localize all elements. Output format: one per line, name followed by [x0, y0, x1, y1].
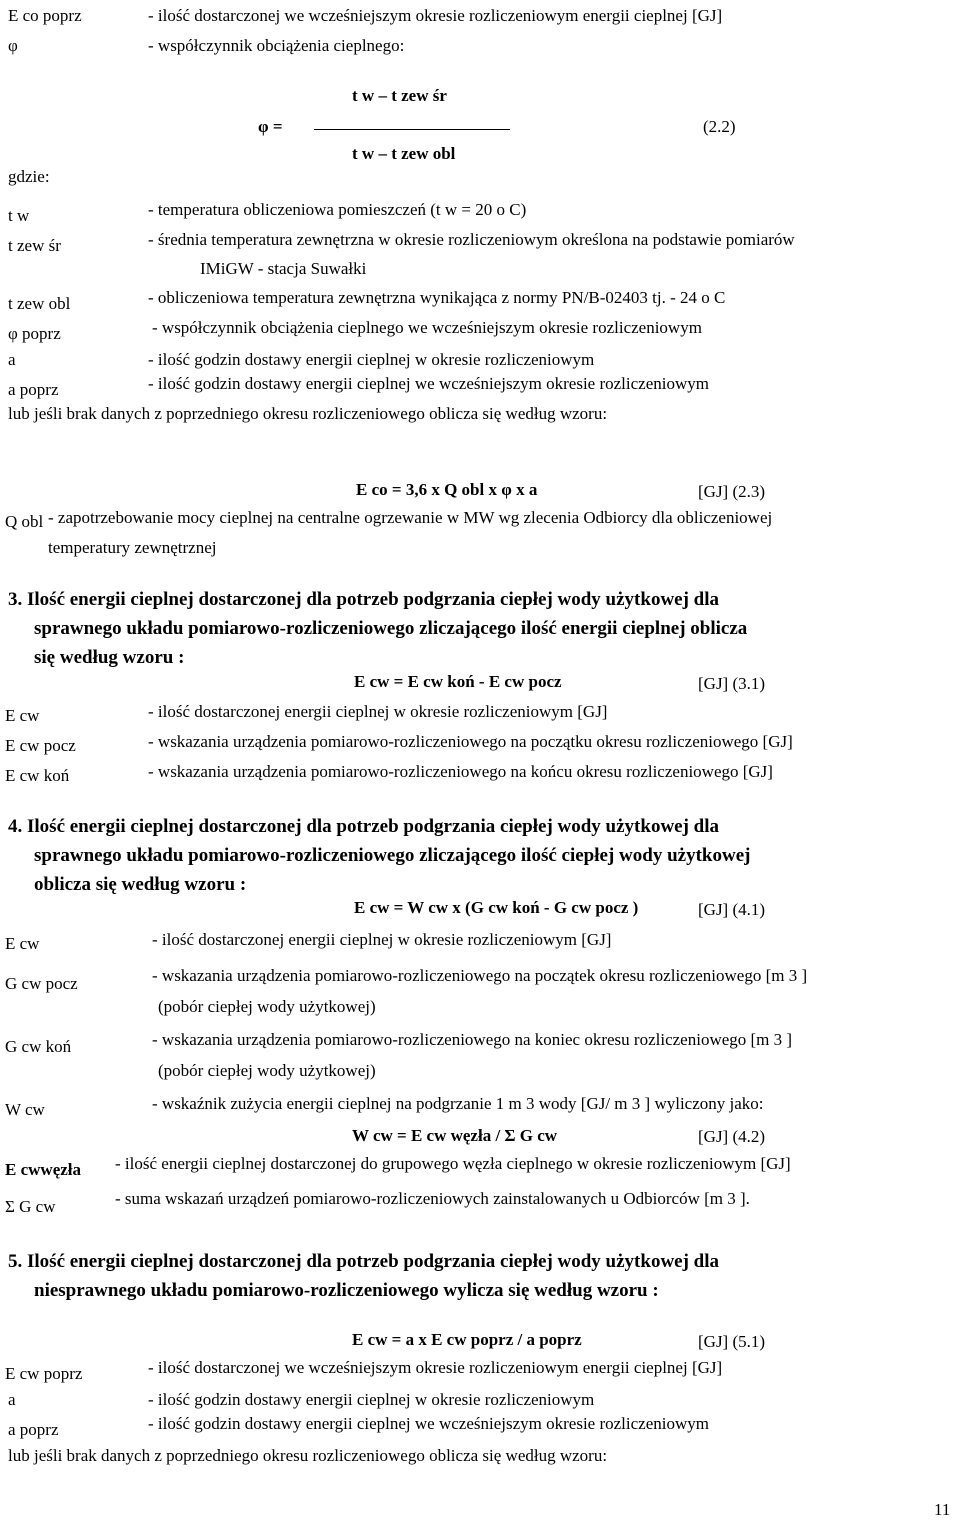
text-f41: E cw = W cw x (G cw koń - G cw pocz ) [354, 898, 639, 917]
text-s3-1: 3. Ilość energii cieplnej dostarczonej dla potrzeb podgrzania ciepłej wody użytkowej dla [8, 589, 720, 610]
text-gcwk-sym: G cw koń [5, 1037, 72, 1056]
text-tzo-sym: t zew obl [8, 294, 71, 313]
text-ecw-desc: - ilość dostarczonej energii cieplnej w okresie rozliczeniowym [GJ] [148, 702, 608, 721]
text-ecwp-desc: - wskazania urządzenia pomiarowo-rozliczeniowego na początku okresu rozliczeniowego [GJ] [148, 732, 793, 751]
text-s4-1: 4. Ilość energii cieplnej dostarczonej dla potrzeb podgrzania ciepłej wody użytkowej dla [8, 816, 720, 837]
text-f22-num: t w – t zew śr [352, 86, 447, 105]
text-f51: E cw = a x E cw poprz / a poprz [352, 1330, 582, 1349]
text-f23: E co = 3,6 x Q obl x φ x a [356, 480, 538, 499]
text-f42: W cw = E cw węzła / Σ G cw [352, 1126, 558, 1145]
text-sg-sym: Σ G cw [5, 1197, 56, 1216]
text-ecwk-sym: E cw koń [5, 766, 70, 785]
text-gcwp-desc2: (pobór ciepłej wody użytkowej) [158, 997, 376, 1016]
text-tzs-desc2: IMiGW - stacja Suwałki [200, 259, 367, 278]
text-ecw-sym: E cw [5, 706, 40, 725]
text-ecwk-desc: - wskazania urządzenia pomiarowo-rozliczeniowego na końcu okresu rozliczeniowego [GJ] [148, 762, 773, 781]
text-page-number: 11 [934, 1500, 951, 1519]
text-tzs-sym: t zew śr [8, 236, 61, 255]
text-f22-num-label: (2.2) [703, 117, 736, 136]
text-ecwpp-desc: - ilość dostarczonej we wcześniejszym okresie rozliczeniowym energii cieplnej [GJ] [148, 1358, 723, 1377]
text-a5-desc: - ilość godzin dostawy energii cieplnej w okresie rozliczeniowym [148, 1390, 595, 1409]
text-l2-desc: - współczynnik obciążenia cieplnego: [148, 36, 405, 55]
text-phip-desc: - współczynnik obciążenia cieplnego we wcześniejszym okresie rozliczeniowym [152, 318, 702, 337]
text-a-desc: - ilość godzin dostawy energii cieplnej w okresie rozliczeniowym [148, 350, 595, 369]
text-f41-label: [GJ] (4.1) [698, 900, 766, 919]
text-lub2: lub jeśli brak danych z poprzedniego okresu rozliczeniowego oblicza się według wzoru: [8, 1446, 608, 1465]
text-phip-sym: φ poprz [8, 324, 61, 343]
text-f31-label: [GJ] (3.1) [698, 674, 766, 693]
text-f22-lhs: φ = [258, 117, 283, 136]
text-gcwp-desc: - wskazania urządzenia pomiarowo-rozliczeniowego na początek okresu rozliczeniowego [m 3 ] [152, 966, 808, 985]
text-wcw-sym: W cw [5, 1100, 45, 1119]
text-a5-sym: a [8, 1390, 16, 1409]
text-l1-sym: E co poprz [8, 6, 82, 25]
text-qobl-desc: - zapotrzebowanie mocy cieplnej na centralne ogrzewanie w MW wg zlecenia Odbiorcy dla obliczeniowej [48, 508, 773, 527]
text-gdzie: gdzie: [8, 167, 50, 186]
text-ecw4-desc: - ilość dostarczonej energii cieplnej w okresie rozliczeniowym [GJ] [152, 930, 612, 949]
text-f51-label: [GJ] (5.1) [698, 1332, 766, 1351]
text-s4-3: oblicza się według wzoru : [34, 874, 247, 895]
text-ecww-desc: - ilość energii cieplnej dostarczonej do grupowego węzła cieplnego w okresie rozliczeniowym [GJ] [115, 1154, 791, 1173]
text-ap5-desc: - ilość godzin dostawy energii cieplnej we wcześniejszym okresie rozliczeniowym [148, 1414, 709, 1433]
text-ap-desc: - ilość godzin dostawy energii cieplnej we wcześniejszym okresie rozliczeniowym [148, 374, 709, 393]
text-gcwk-desc2: (pobór ciepłej wody użytkowej) [158, 1061, 376, 1080]
text-gcwk-desc: - wskazania urządzenia pomiarowo-rozliczeniowego na koniec okresu rozliczeniowego [m 3 ] [152, 1030, 793, 1049]
text-ecw4-sym: E cw [5, 934, 40, 953]
text-ap5-sym: a poprz [8, 1420, 59, 1439]
text-tzo-desc: - obliczeniowa temperatura zewnętrzna wynikająca z normy PN/B-02403 tj. - 24 o C [148, 288, 726, 307]
text-ap-sym: a poprz [8, 380, 59, 399]
text-ecww-sym: E cwwęzła [5, 1160, 82, 1179]
text-s5-1: 5. Ilość energii cieplnej dostarczonej dla potrzeb podgrzania ciepłej wody użytkowej dla [8, 1251, 720, 1272]
text-qobl-desc2: temperatury zewnętrznej [48, 538, 217, 557]
text-f31: E cw = E cw koń - E cw pocz [354, 672, 562, 691]
text-tzs-desc: - średnia temperatura zewnętrzna w okresie rozliczeniowym określona na podstawie pomiarów [148, 230, 795, 249]
fraction-bar [314, 129, 510, 130]
text-wcw-desc: - wskaźnik zużycia energii cieplnej na podgrzanie 1 m 3 wody [GJ/ m 3 ] wyliczony jako: [152, 1094, 764, 1113]
text-tw-desc: - temperatura obliczeniowa pomieszczeń (t w = 20 o C) [148, 200, 527, 219]
text-s3-3: się według wzoru : [34, 647, 185, 668]
text-gcwp-sym: G cw pocz [5, 974, 78, 993]
text-sg-desc: - suma wskazań urządzeń pomiarowo-rozliczeniowych zainstalowanych u Odbiorców [m 3 ]. [115, 1189, 750, 1208]
text-f42-label: [GJ] (4.2) [698, 1127, 766, 1146]
text-ecwpp-sym: E cw poprz [5, 1364, 83, 1383]
text-lub1: lub jeśli brak danych z poprzedniego okresu rozliczeniowego oblicza się według wzoru: [8, 404, 608, 423]
text-f23-label: [GJ] (2.3) [698, 482, 766, 501]
text-l2-sym: φ [8, 36, 18, 55]
text-s3-2: sprawnego układu pomiarowo-rozliczeniowego zliczającego ilość energii cieplnej oblicza [34, 618, 748, 639]
text-ecwp-sym: E cw pocz [5, 736, 76, 755]
text-l1-desc: - ilość dostarczonej we wcześniejszym okresie rozliczeniowym energii cieplnej [GJ] [148, 6, 723, 25]
text-f22-den: t w – t zew obl [352, 144, 456, 163]
text-s5-2: niesprawnego układu pomiarowo-rozliczeniowego wylicza się według wzoru : [34, 1280, 659, 1301]
text-a-sym: a [8, 350, 16, 369]
text-s4-2: sprawnego układu pomiarowo-rozliczeniowego zliczającego ilość ciepłej wody użytkowej [34, 845, 751, 866]
text-qobl-sym: Q obl [5, 512, 44, 531]
text-tw-sym: t w [8, 206, 30, 225]
